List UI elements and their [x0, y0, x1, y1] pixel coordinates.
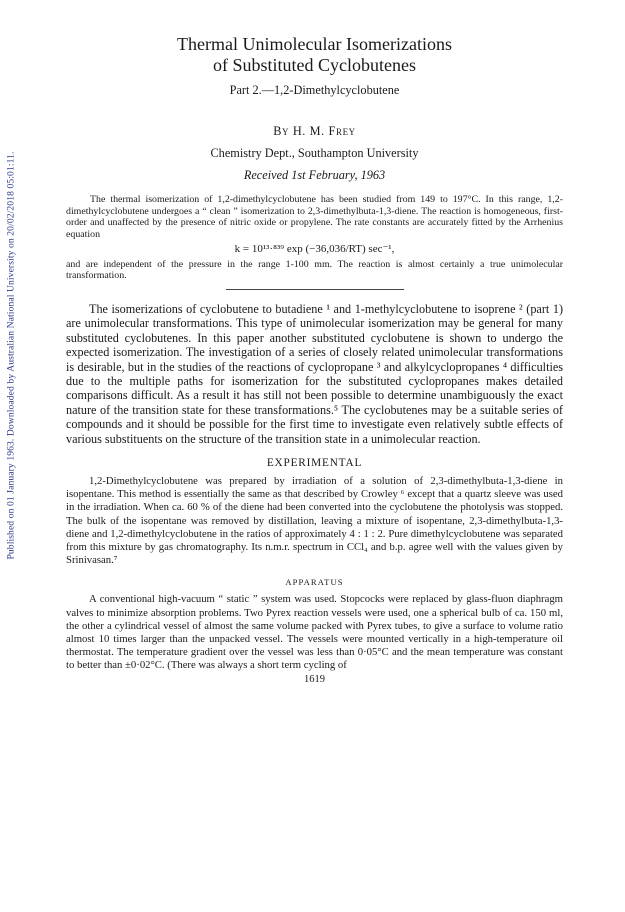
byline — [66, 124, 563, 139]
abstract-text: The thermal isomerization of 1,2-dimethylcyclobutene has been studied from 149 to 197°C. In this range, 1,2-dimethylcyclobutene undergoes a “ clean ” isomerization to 2,3-dimethylbuta-1,3-diene. The reaction is homogeneous, first-order and unaffected by the presence of nitric oxide or propylene. The rate constants are accurately fitted by the Arrhenius equation — [66, 194, 563, 241]
section-divider — [226, 289, 404, 290]
byline-prefix: By — [273, 124, 290, 138]
watermark-text: Published on 01 January 1963. Downloaded by Australian National University on 20/02/2018 05:01:11. — [5, 150, 17, 560]
apparatus-paragraph: A conventional high-vacuum “ static ” system was used. Stopcocks were replaced by glass-fluon diaphragm valves to minimize absorption problems. Two Pyrex reaction vessels were used, one a spherical bulb of ca. 150 ml, the other a cylindrical vessel of almost the same volume packed with Pyrex tubes, to give a surface to volume ratio almost 10 times larger than the unpacked vessel. The vessels were mounted vertically in a high-temperature oil thermostat. The temperature gradient over the vessel was less than 0·05°C and the mean temperature was constant to better than ±0·02°C. (There was always a short term cycling of — [66, 593, 563, 672]
arrhenius-equation: k = 10¹³·⁸³⁹ exp (−36,036/RT) sec⁻¹, — [234, 242, 395, 255]
article-title — [66, 34, 563, 76]
apparatus-heading: APPARATUS — [285, 577, 344, 588]
title-line-1: Thermal Unimolecular Isomerizations — [177, 34, 452, 54]
experimental-heading: EXPERIMENTAL — [266, 456, 363, 469]
experimental-paragraph: 1,2-Dimethylcyclobutene was prepared by irradiation of a solution of 2,3-dimethylbuta-1,3-diene in isopentane. This method is essentially the same as that described by Crowley ⁶ except that a quartz sleeve was used in the irradiation. When ca. 60 % of the diene had been converted into the cyclobutene the photolysis was stopped. The bulk of the isopentane was removed by distillation, leaving a mixture of isopentane, 2,3-dimethylbuta-1,3-diene and 1,2-dimethylcyclobutene in the ratios of approximately 4 : 1 : 2. Pure dimethylcyclobutene was separated from this mixture by gas chromatography. Its n.m.r. spectrum in CCl₄ and b.p. agree well with the values given by Srinivasan.⁷ — [66, 474, 563, 567]
intro-paragraph: The isomerizations of cyclobutene to butadiene ¹ and 1-methylcyclobutene to isoprene ² (part 1) are unimolecular transformations. This type of unimolecular isomerization may be general for many substituted cyclobutenes. In this paper another substituted cyclobutene is shown to undergo the expected isomerization. The investigation of a series of closely related unimolecular transformations is desirable, but in the studies of the reactions of cyclopropane ³ and alkylcyclopropanes ⁴ difficulties due to the multiple paths for isomerization for the substituted cyclopropanes makes detailed comparisons difficult. As a result it has still not been possible to determine unambiguously the exact nature of the transition state for these transformations.⁵ The cyclobutenes may be a suitable series of compounds and it should be possible for the first time to investigate even relatively subtle effects of various substituents on the structure of the transition state in a unimolecular reaction. — [66, 301, 563, 446]
introduction — [66, 302, 563, 446]
abstract-tail: and are independent of the pressure in the range 1-100 mm. The reaction is almost certainly a true unimolecular transformation. — [66, 258, 563, 282]
experimental-section — [66, 475, 563, 567]
abstract — [66, 194, 563, 282]
received-date: Received 1st February, 1963 — [243, 168, 386, 182]
author-name: H. M. Frey — [292, 124, 356, 138]
apparatus-section — [66, 593, 563, 672]
download-watermark — [4, 120, 18, 590]
affiliation: Chemistry Dept., Southampton University — [210, 146, 419, 160]
article-page — [66, 34, 563, 685]
page-number: 1619 — [304, 673, 325, 685]
title-line-2: of Substituted Cyclobutenes — [213, 55, 416, 75]
article-subtitle: Part 2.—1,2-Dimethylcyclobutene — [229, 83, 400, 97]
